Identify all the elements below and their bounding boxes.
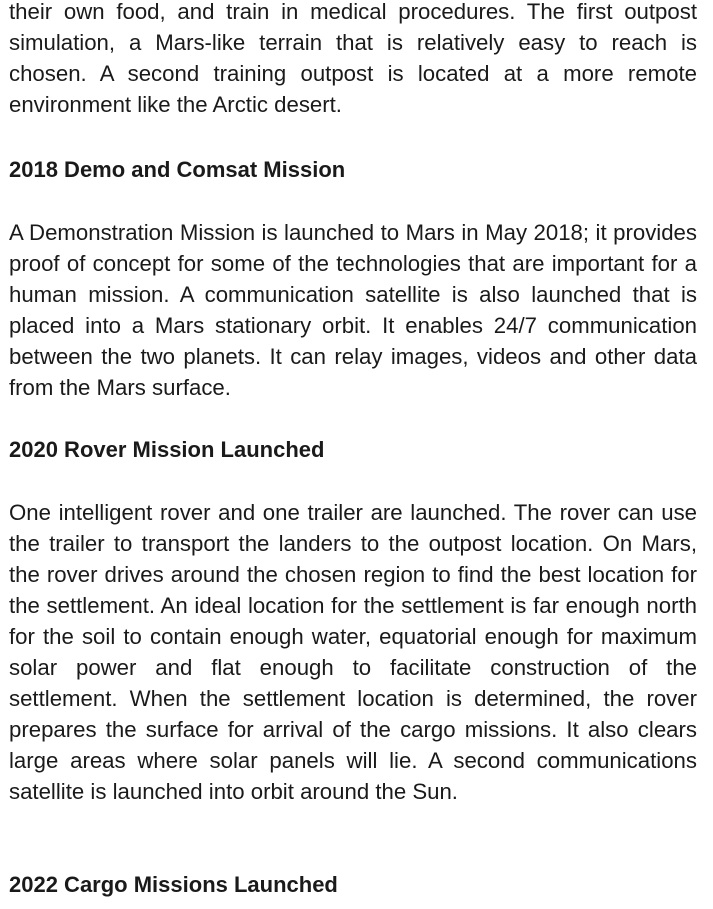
- section-heading-2018: 2018 Demo and Comsat Mission: [9, 157, 346, 182]
- section-body-2020: One intelligent rover and one trailer are launched. The rover can use the trailer to transport the landers to the outpost location. On Mars, the rover drives around the chosen region to find the best location for the settlement. An ideal location for the settlement is far enough north for the soil to contain enough water, equatorial enough for maximum solar power and flat enough to facilitate construction of the settlement. When the settlement location is determined, the rover prepares the surface for arrival of the cargo missions. It also clears large areas where solar panels will lie. A second communications satellite is launched into orbit around the Sun.: [9, 500, 697, 804]
- section-heading-2022: 2022 Cargo Missions Launched: [9, 872, 338, 897]
- section-body-2018: A Demonstration Mission is launched to Mars in May 2018; it provides proof of concept for some of the technologies that are important for a human mission. A communication satellite is also launched that is placed into a Mars stationary orbit. It enables 24/7 communication between the two planets. It can relay images, videos and other data from the Mars surface.: [9, 220, 697, 400]
- intro-paragraph: their own food, and train in medical procedures. The first outpost simulation, a Mars-like terrain that is relatively easy to reach is chosen. A second training outpost is located at a more remote environment like the Arctic desert.: [9, 0, 697, 117]
- section-heading-2020: 2020 Rover Mission Launched: [9, 437, 325, 462]
